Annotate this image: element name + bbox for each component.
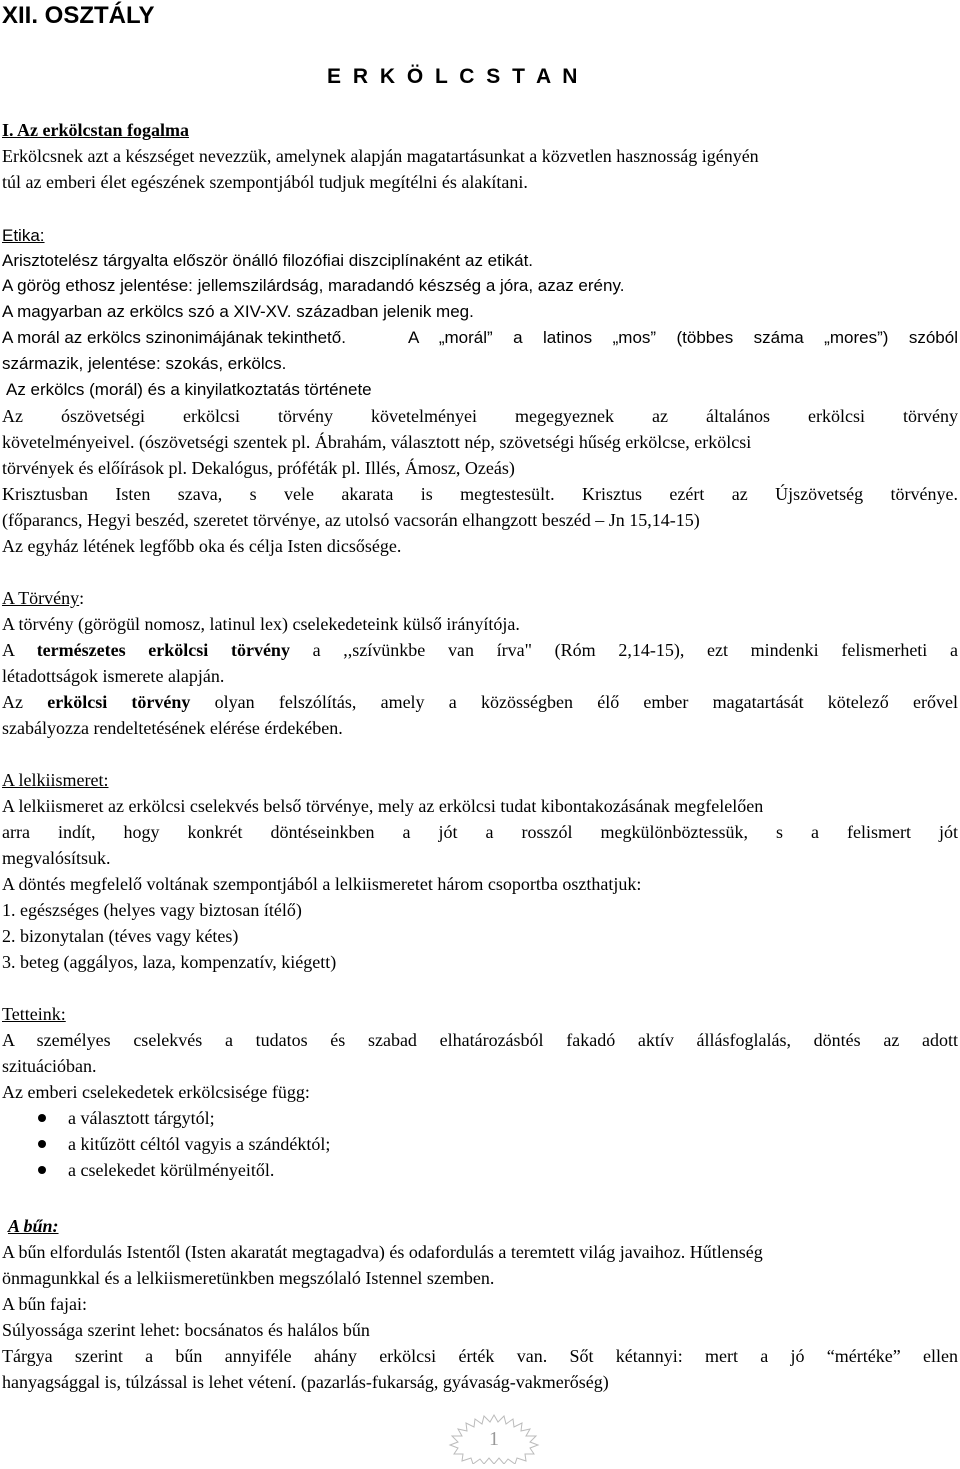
paragraph-line (2, 328, 346, 348)
text-fragment: A (2, 640, 37, 660)
section-title-torveny (2, 588, 958, 608)
paragraph-line: Az egyház létének legfőbb oka és célja Isten dicsősége. (2, 536, 402, 556)
paragraph-line: A magyarban az erkölcs szó a XIV-XV. században jelenik meg. (2, 302, 474, 321)
bullet-list-item: a kitűzött céltól vagyis a szándéktól; (68, 1134, 331, 1154)
emphasis-term: erkölcsi törvény (47, 692, 191, 712)
paragraph-line: önmagunkkal és a lelkiismeretünkben megszólaló Istennel szemben. (2, 1268, 495, 1288)
paragraph-line: származik, jelentése: szokás, erkölcs. (2, 354, 287, 373)
paragraph-line: arra indít, hogy konkrét döntéseinkben a jót a rosszól megkülönböztessük, s a felismert jót (2, 822, 958, 842)
page-number: 1 (489, 1427, 499, 1450)
paragraph-line: törvények és előírások pl. Dekalógus, próféták pl. Illés, Ámosz, Ozeás) (2, 458, 515, 478)
paragraph-line: (főparancs, Hegyi beszéd, szeretet törvénye, az utolsó vacsorán elhangzott beszéd – Jn 15,14-15) (2, 510, 700, 530)
paragraph-line: A bűn fajai: (2, 1294, 87, 1314)
moral-synonym-text: A morál az erkölcs szinonimájának tekinthető. (2, 328, 346, 347)
bullet-icon (38, 1140, 46, 1148)
text-fragment: olyan felszólítás, amely a közösségben élő ember magatartását kötelező erővel (190, 692, 958, 712)
paragraph-line: A görög ethosz jelentése: jellemszilárdság, maradandó készség a jóra, azaz erény. (2, 276, 625, 295)
paragraph-line: A „morál” a latinos „mos” (többes száma „mores”) szóból (408, 328, 958, 347)
list-item: 2. bizonytalan (téves vagy kétes) (2, 926, 239, 946)
bullet-list-item: a cselekedet körülményeitől. (68, 1160, 275, 1180)
list-item: 1. egészséges (helyes vagy biztosan ítélő) (2, 900, 302, 920)
torveny-colon: : (79, 588, 85, 608)
paragraph-line: A lelkiismeret az erkölcsi cselekvés belső törvénye, mely az erkölcsi tudat kibontakozásának megfelelően (2, 796, 764, 816)
paragraph-line: Arisztotelész tárgyalta először önálló filozófiai diszciplínaként az etikát. (2, 251, 534, 270)
text-fragment: Az (2, 692, 48, 712)
page-number-badge (446, 1414, 542, 1464)
subheading-kinyilatkoztatas: Az erkölcs (morál) és a kinyilatkoztatás története (6, 380, 372, 399)
paragraph-line: Az ószövetségi erkölcsi törvény követelményei megegyeznek az általános erkölcsi törvény (2, 406, 958, 426)
paragraph-line: szituációban. (2, 1056, 97, 1076)
paragraph-line: létadottságok ismerete alapján. (2, 666, 225, 686)
emphasis-term: természetes erkölcsi törvény (36, 640, 290, 660)
paragraph-line: A bűn elfordulás Istentől (Isten akaratát megtagadva) és odafordulás a teremtett világ javaihoz. Hűtlenség (2, 1242, 763, 1262)
section-title-erkolcstan: I. Az erkölcstan fogalma (2, 120, 189, 140)
paragraph-line: szabályozza rendeltetésének elérése érdekében. (2, 718, 343, 738)
paragraph-line: A személyes cselekvés a tudatos és szabad elhatározásból fakadó aktív állásfoglalás, döntés az adott (2, 1030, 958, 1050)
paragraph-line: túl az emberi élet egészének szempontjából tudjuk megítélni és alakítani. (2, 172, 528, 192)
paragraph-line: A törvény (görögül nomosz, latinul lex) cselekedeteink külső irányítója. (2, 614, 520, 634)
subject-heading: E R K Ö L C S T A N (327, 65, 581, 88)
paragraph-line (2, 640, 958, 660)
section-title-bun: A bűn: (8, 1216, 59, 1236)
paragraph-line: Súlyossága szerint lehet: bocsánatos és halálos bűn (2, 1320, 370, 1340)
text-fragment: a ,,szívünkbe van írva" (Róm 2,14-15), ezt mindenki felismerheti a (289, 640, 958, 660)
bullet-icon (38, 1166, 46, 1174)
paragraph-line: Krisztusban Isten szava, s vele akarata is megtestesült. Krisztus ezért az Újszövetség törvénye. (2, 484, 958, 504)
paragraph-line: Tárgya szerint a bűn annyiféle ahány erkölcsi érték van. Sőt kétannyi: mert a jó “mértéke” ellen (2, 1346, 958, 1366)
bullet-list-item: a választott tárgytól; (68, 1108, 215, 1128)
paragraph-line: Erkölcsnek azt a készséget nevezzük, amelynek alapján magatartásunkat a közvetlen hasznosság igényén (2, 146, 759, 166)
torveny-title: A Törvény (2, 588, 80, 608)
section-title-tetteink: Tetteink: (2, 1004, 66, 1024)
list-item: 3. beteg (aggályos, laza, kompenzatív, kiégett) (2, 952, 337, 972)
paragraph-line: Az emberi cselekedetek erkölcsisége függ: (2, 1082, 310, 1102)
bullet-icon (38, 1114, 46, 1122)
class-heading: XII. OSZTÁLY (2, 2, 155, 29)
section-title-etika: Etika: (2, 226, 45, 245)
paragraph-line (2, 692, 958, 712)
paragraph-line: hanyagsággal is, túlzással is lehet vétení. (pazarlás-fukarság, gyávaság-vakmerőség) (2, 1372, 609, 1392)
paragraph-line: megvalósítsuk. (2, 848, 111, 868)
section-title-lelkiismeret: A lelkiismeret: (2, 770, 109, 790)
paragraph-line: A döntés megfelelő voltának szempontjából a lelkiismeretet három csoportba oszthatjuk: (2, 874, 642, 894)
paragraph-line: követelményeivel. (ószövetségi szentek pl. Ábrahám, választott nép, szövetségi hűség erkölcse, erkölcsi (2, 432, 752, 452)
